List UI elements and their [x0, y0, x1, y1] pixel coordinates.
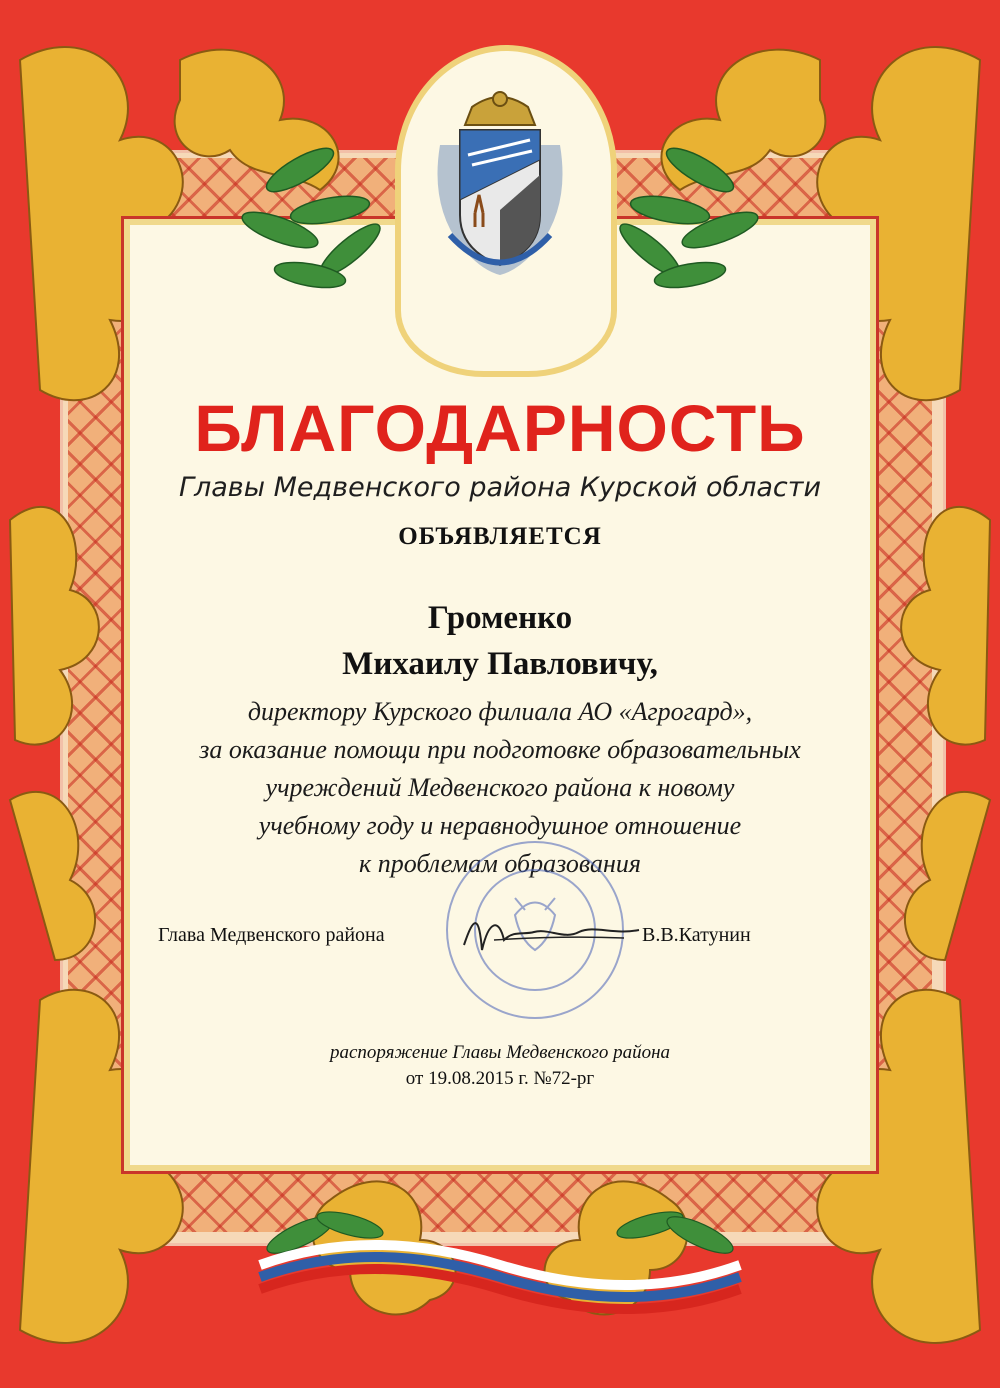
signatory-name: В.В.Катунин — [642, 924, 751, 946]
reason-line: за оказание помощи при подготовке образовательных — [199, 735, 801, 764]
signature-row — [158, 920, 798, 960]
certificate-subtitle: Главы Медвенского района Курской области — [178, 472, 822, 503]
reason-line: директору Курского филиала АО «Агрогард», — [247, 697, 753, 726]
recipient-name — [0, 595, 1000, 687]
coat-of-arms-icon — [420, 85, 580, 285]
announcement-label: ОБЪЯВЛЯЕТСЯ — [398, 523, 602, 550]
recipient-given-names: Михаилу Павловичу, — [342, 646, 658, 682]
reason-line: учреждений Медвенского района к новому — [265, 773, 735, 802]
reason-line: учебному году и неравнодушное отношение — [258, 811, 742, 840]
signatory-position: Глава Медвенского района — [158, 924, 385, 946]
tricolor-ribbon-icon — [240, 1205, 760, 1325]
handwritten-signature — [454, 910, 644, 960]
recipient-surname: Громенко — [427, 600, 573, 636]
decree-line-2: от 19.08.2015 г. №72-рг — [405, 1068, 595, 1089]
certificate-title: БЛАГОДАРНОСТЬ — [194, 391, 806, 465]
decree-line-1: распоряжение Главы Медвенского района — [329, 1042, 671, 1063]
reason-line: к проблемам образования — [359, 849, 641, 878]
decree-reference — [0, 1040, 1000, 1092]
